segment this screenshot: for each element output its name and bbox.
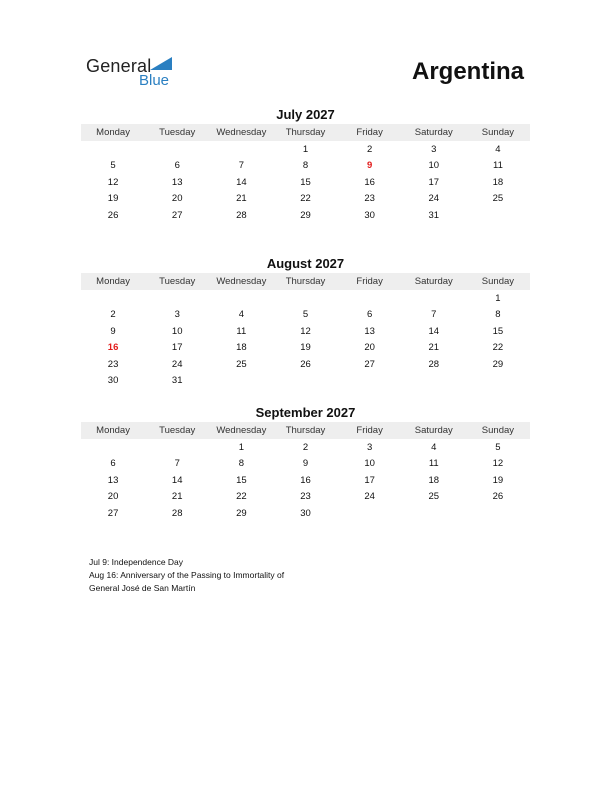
day-cell: 26 <box>107 209 119 221</box>
empty-day-cell <box>402 291 466 307</box>
day-cell: 29 <box>236 507 247 519</box>
empty-day-cell <box>338 506 402 522</box>
month-july <box>81 107 530 224</box>
day-cell: 12 <box>107 176 119 188</box>
day-cell: 30 <box>107 374 119 386</box>
day-cell: 8 <box>495 309 501 321</box>
day-cell: 1 <box>495 293 501 304</box>
day-cell: 6 <box>174 160 180 172</box>
day-cell: 31 <box>428 209 440 221</box>
weekday-label: Wednesday <box>216 276 267 287</box>
empty-day-cell <box>209 291 273 307</box>
day-cell: 30 <box>300 507 311 519</box>
day-cell: 11 <box>428 458 439 470</box>
weekday-label: Saturday <box>414 276 453 287</box>
day-cell: 27 <box>364 358 375 370</box>
day-cell: 29 <box>492 358 504 370</box>
weekday-label: Saturday <box>414 127 453 138</box>
empty-day-cell <box>273 373 337 389</box>
day-cell: 21 <box>171 491 183 503</box>
day-cell: 9 <box>302 458 309 470</box>
month-title: July 2027 <box>276 107 335 122</box>
weekday-label: Tuesday <box>159 127 196 138</box>
empty-day-cell <box>209 142 273 158</box>
day-cell: 25 <box>492 193 504 205</box>
day-cell: 5 <box>110 160 116 172</box>
day-cell: 28 <box>428 358 440 370</box>
day-cell: 3 <box>431 144 437 155</box>
day-cell: 10 <box>364 458 375 470</box>
day-cell: 18 <box>236 342 247 354</box>
day-cell: 28 <box>171 507 183 519</box>
weekday-label: Thursday <box>285 127 326 138</box>
day-cell: 17 <box>428 176 440 188</box>
day-cell: 4 <box>431 442 437 453</box>
day-cell: 5 <box>302 309 309 321</box>
day-cell: 22 <box>236 491 247 503</box>
holiday-day-cell: 16 <box>107 342 119 354</box>
day-cell: 15 <box>236 474 247 486</box>
empty-day-cell <box>81 440 145 456</box>
day-cell: 13 <box>171 176 183 188</box>
month-september <box>81 405 530 522</box>
weekday-label: Friday <box>356 425 383 436</box>
empty-day-cell <box>81 291 145 307</box>
day-cell: 10 <box>428 160 440 172</box>
day-cell: 2 <box>302 442 309 453</box>
day-cell: 22 <box>492 342 504 354</box>
day-cell: 3 <box>366 442 373 453</box>
day-grid <box>81 440 530 522</box>
empty-day-cell <box>402 506 466 522</box>
day-cell: 20 <box>171 193 183 205</box>
day-cell: 13 <box>107 474 119 486</box>
day-cell: 1 <box>238 442 244 453</box>
month-title: September 2027 <box>255 405 356 420</box>
day-cell: 30 <box>364 209 375 221</box>
day-cell: 2 <box>366 144 373 155</box>
weekday-header <box>81 422 530 439</box>
holiday-notes <box>89 556 284 595</box>
weekday-label: Tuesday <box>159 425 196 436</box>
weekday-header <box>81 273 530 290</box>
weekday-label: Thursday <box>285 425 326 436</box>
empty-day-cell <box>338 291 402 307</box>
day-cell: 3 <box>174 309 180 321</box>
day-grid <box>81 291 530 389</box>
day-cell: 11 <box>492 160 503 172</box>
day-cell: 25 <box>428 491 440 503</box>
day-cell: 21 <box>236 193 247 205</box>
weekday-label: Saturday <box>414 425 453 436</box>
day-cell: 14 <box>428 325 440 337</box>
day-cell: 23 <box>107 358 119 370</box>
holiday-note: General José de San Martín <box>89 583 196 593</box>
weekday-header <box>81 124 530 141</box>
day-cell: 29 <box>300 209 311 221</box>
day-cell: 9 <box>110 325 116 337</box>
day-cell: 7 <box>238 160 244 172</box>
day-cell: 7 <box>174 458 180 470</box>
day-cell: 13 <box>364 325 375 337</box>
day-cell: 15 <box>492 325 504 337</box>
day-cell: 26 <box>300 358 311 370</box>
day-cell: 28 <box>236 209 247 221</box>
day-cell: 25 <box>236 358 247 370</box>
weekday-label: Sunday <box>481 425 515 436</box>
day-cell: 14 <box>171 474 183 486</box>
holiday-day-cell: 9 <box>366 160 373 172</box>
day-cell: 20 <box>107 491 119 503</box>
day-cell: 19 <box>107 193 119 205</box>
day-cell: 27 <box>171 209 183 221</box>
day-cell: 19 <box>300 342 311 354</box>
weekday-label: Monday <box>96 425 130 436</box>
day-cell: 15 <box>300 176 311 188</box>
empty-day-cell <box>145 142 209 158</box>
day-cell: 1 <box>302 144 309 155</box>
day-cell: 6 <box>366 309 373 321</box>
logo-blue-text: Blue <box>139 72 170 89</box>
day-cell: 8 <box>302 160 309 172</box>
day-cell: 26 <box>492 491 504 503</box>
day-cell: 31 <box>171 374 183 386</box>
generalblue-logo <box>86 54 186 94</box>
day-cell: 14 <box>236 176 247 188</box>
weekday-label: Monday <box>96 276 130 287</box>
weekday-label: Friday <box>356 127 383 138</box>
day-cell: 12 <box>492 458 504 470</box>
day-cell: 8 <box>238 458 244 470</box>
day-cell: 23 <box>364 193 375 205</box>
month-title: August 2027 <box>266 256 345 271</box>
weekday-label: Friday <box>356 276 383 287</box>
day-cell: 21 <box>428 342 440 354</box>
empty-day-cell <box>145 440 209 456</box>
day-cell: 20 <box>364 342 375 354</box>
logo-general-text: General <box>86 56 152 76</box>
day-cell: 4 <box>238 309 244 321</box>
empty-day-cell <box>81 142 145 158</box>
day-cell: 19 <box>492 474 504 486</box>
weekday-label: Monday <box>96 127 130 138</box>
holiday-note: Aug 16: Anniversary of the Passing to Immortality of <box>89 570 285 580</box>
day-cell: 24 <box>364 491 375 503</box>
empty-day-cell <box>145 291 209 307</box>
weekday-label: Thursday <box>285 276 326 287</box>
day-cell: 17 <box>171 342 183 354</box>
day-cell: 4 <box>495 144 501 155</box>
empty-day-cell <box>402 373 466 389</box>
day-cell: 24 <box>171 358 183 370</box>
day-cell: 5 <box>495 442 501 453</box>
day-cell: 23 <box>300 491 311 503</box>
day-cell: 22 <box>300 193 311 205</box>
day-cell: 6 <box>110 458 116 470</box>
holiday-note: Jul 9: Independence Day <box>89 557 184 567</box>
weekday-label: Sunday <box>481 276 515 287</box>
empty-day-cell <box>466 208 530 224</box>
weekday-label: Wednesday <box>216 425 267 436</box>
day-cell: 16 <box>300 474 311 486</box>
day-grid <box>81 142 530 224</box>
empty-day-cell <box>338 373 402 389</box>
empty-day-cell <box>273 291 337 307</box>
empty-day-cell <box>209 373 273 389</box>
day-cell: 27 <box>107 507 119 519</box>
month-august <box>81 256 530 389</box>
weekday-label: Sunday <box>481 127 515 138</box>
day-cell: 17 <box>364 474 375 486</box>
day-cell: 10 <box>171 325 183 337</box>
weekday-label: Wednesday <box>216 127 267 138</box>
empty-day-cell <box>466 373 530 389</box>
day-cell: 24 <box>428 193 440 205</box>
logo-triangle-icon <box>150 57 172 70</box>
day-cell: 18 <box>428 474 440 486</box>
day-cell: 16 <box>364 176 375 188</box>
empty-day-cell <box>466 506 530 522</box>
day-cell: 11 <box>236 325 247 337</box>
day-cell: 18 <box>492 176 504 188</box>
day-cell: 7 <box>431 309 437 321</box>
country-title: Argentina <box>411 58 524 85</box>
day-cell: 12 <box>300 325 311 337</box>
day-cell: 2 <box>110 309 116 321</box>
weekday-label: Tuesday <box>159 276 196 287</box>
